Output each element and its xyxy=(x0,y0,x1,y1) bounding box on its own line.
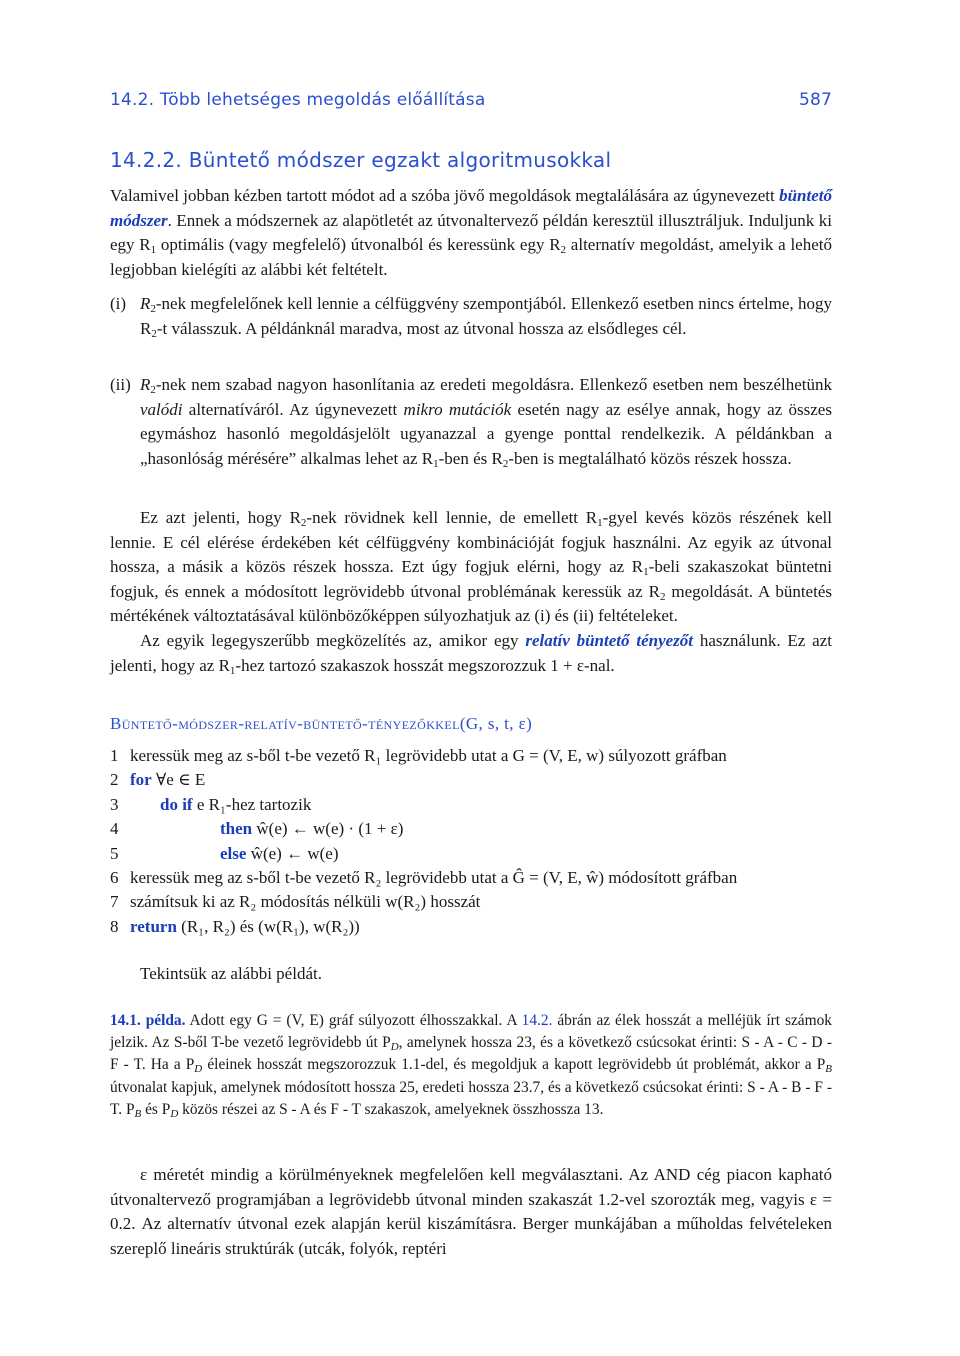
algo-line: 6 keressük meg az s-ből t-be vezető R₂ legrövidebb utat a Ĝ = (V, E, ŵ) módosított gráfban xyxy=(110,867,738,887)
running-title: 14.2. Több lehetséges megoldás előállítása xyxy=(110,90,486,110)
condition-label: (i) xyxy=(110,294,127,313)
see-example-line: Tekintsük az alábbi példát. xyxy=(140,964,322,983)
algo-line: 7 számítsuk ki az R₂ módosítás nélküli w(R₂) hosszát xyxy=(110,892,481,912)
algorithm-title: Büntető-módszer-relatív-büntető-tényezőkkel(G, s, t, ε) xyxy=(110,714,533,733)
intro-paragraph: Valamivel jobban kézben tartott módot ad a szóba jövő megoldások megtalálására az úgynevezett büntető módszer. Ennek a módszernek az alapötletét az útvonaltervező példán keresztül illusztráljuk. Induljunk ki egy $R_1$ optimális (vagy megfelelő) útvonalból és keressünk egy $R_2$ alternatív megoldást, amelyik a lehető legjobban kielégíti az alábbi két feltételt. xyxy=(110,186,832,279)
algo-line: 4 then ŵ(e) ← w(e) · (1 + ε) xyxy=(110,819,404,839)
condition-ii xyxy=(110,373,832,471)
condition-text: $R_2$-nek megfelelőnek kell lennie a célfüggvény szempontjából. Ellenkező esetben nincs értelme, hogy $R_2-t$ válasszuk. A példánknál maradva, most az útvonal hossza az elsődleges cél. xyxy=(140,294,832,340)
paragraph-2: Ez azt jelenti, hogy $R_2$-nek rövidnek kell lennie, de emellett $R_1$-gyel kevés közös részének kell lennie. E cél elérése érdekében két célfüggvény kombinációját fogjuk használni. Az egyik az útvonal hossza, a másik a közös részek hossza. Ezt úgy fogjuk elérni, hogy az $R_1$-beli szakaszokat büntetni fogjuk, és ennek a módosított legrövidebb útvonal problémának keressük az $R_2$ megoldását. A büntetés mértékének változtatásával különbözőképpen súlyozhatjuk az (i) és (ii) feltételeket. xyxy=(110,508,832,626)
term-penalty-method: büntető módszer xyxy=(110,186,832,230)
algo-line: 3 do if e R₁-hez tartozik xyxy=(110,794,312,814)
condition-text: $R_2$-nek nem szabad nagyon hasonlítania az eredeti megoldásra. Ellenkező esetben nem beszélhetünk valódi alternatíváról. Az úgynevezett mikro mutációk esetén nagy az esélye annak, hogy az összes egymáshoz hasonló megoldásjelölt ugyanazzal a gyenge ponttal rendelkezik. A példánkban a „hasonlóság mérésére” alkalmas lehet az $R_1$-ben és $R_2$-ben is megtalálható közös részek hossza. xyxy=(140,375,832,470)
running-head xyxy=(110,88,832,113)
section-title: 14.2.2. Büntető módszer egzakt algoritmusokkal xyxy=(110,148,612,172)
algo-line: 1 keressük meg az s-ből t-be vezető R₁ legrövidebb utat a G = (V, E, w) súlyozott gráfban xyxy=(110,746,727,765)
example-block: 14.1. példa. Adott egy G = (V, E) gráf súlyozott élhosszakkal. A 14.2. ábrán az élek hosszát a melléjük írt számok jelzik. Az S-ből T-be vezető legrövidebb út $P_D$, amelynek hossza 23, és a következő csúcsokat érinti: S - A - C - D - F - T. Ha a $P_D$ éleinek hosszát megszorozzuk 1.1-del, és megoldjuk a kapott legrövidebb út problémát, akkor a $P_B$ útvonalat kapjuk, amelynek módosított hossza 25, eredeti hossza 23.7, és a következő csúcsokat érinti: S - A - B - F - T. $P_B$ és $P_D$ közös részei az S - A és F - T szakaszok, amelyeknek összhossza 13. xyxy=(110,1012,832,1120)
algorithm-body xyxy=(110,744,850,939)
term-relative-penalty: relatív büntető tényezőt xyxy=(525,630,693,650)
page-number: 587 xyxy=(798,90,832,110)
condition-label: (ii) xyxy=(110,375,131,394)
algo-line: 8 return (R₁, R₂) és (w(R₁), w(R₂)) xyxy=(110,916,360,936)
final-paragraph: ε méretét mindig a körülményeknek megfelelően kell megválasztani. Az AND cég piacon kapható útvonaltervező programjában a legrövidebb útvonal minden szakaszát 1.2-vel szorozták meg, vagyis ε = 0.2. Az alternatív útvonal ezek alapján kerül kiszámításra. Berger munkájában a műholdas felvételeken szereplő lineáris struktúrák (utcák, folyók, reptéri xyxy=(110,1165,832,1258)
figure-reference[interactable]: 14.2. xyxy=(521,1012,553,1029)
paragraph-3: Az egyik legegyszerűbb megközelítés az, amikor egy relatív büntető tényezőt használunk. Ez azt jelenti, hogy az $R_1$-hez tartozó szakaszok hosszát megszorozzuk 1 + ε-nal. xyxy=(110,630,832,677)
algo-line: 2 for ∀e ∈ E xyxy=(110,770,206,790)
algo-line: 5 else ŵ(e) ← w(e) xyxy=(110,843,339,863)
example-heading: 14.1. példa. xyxy=(110,1012,186,1029)
body-paragraphs xyxy=(110,506,832,678)
condition-i xyxy=(110,292,832,341)
